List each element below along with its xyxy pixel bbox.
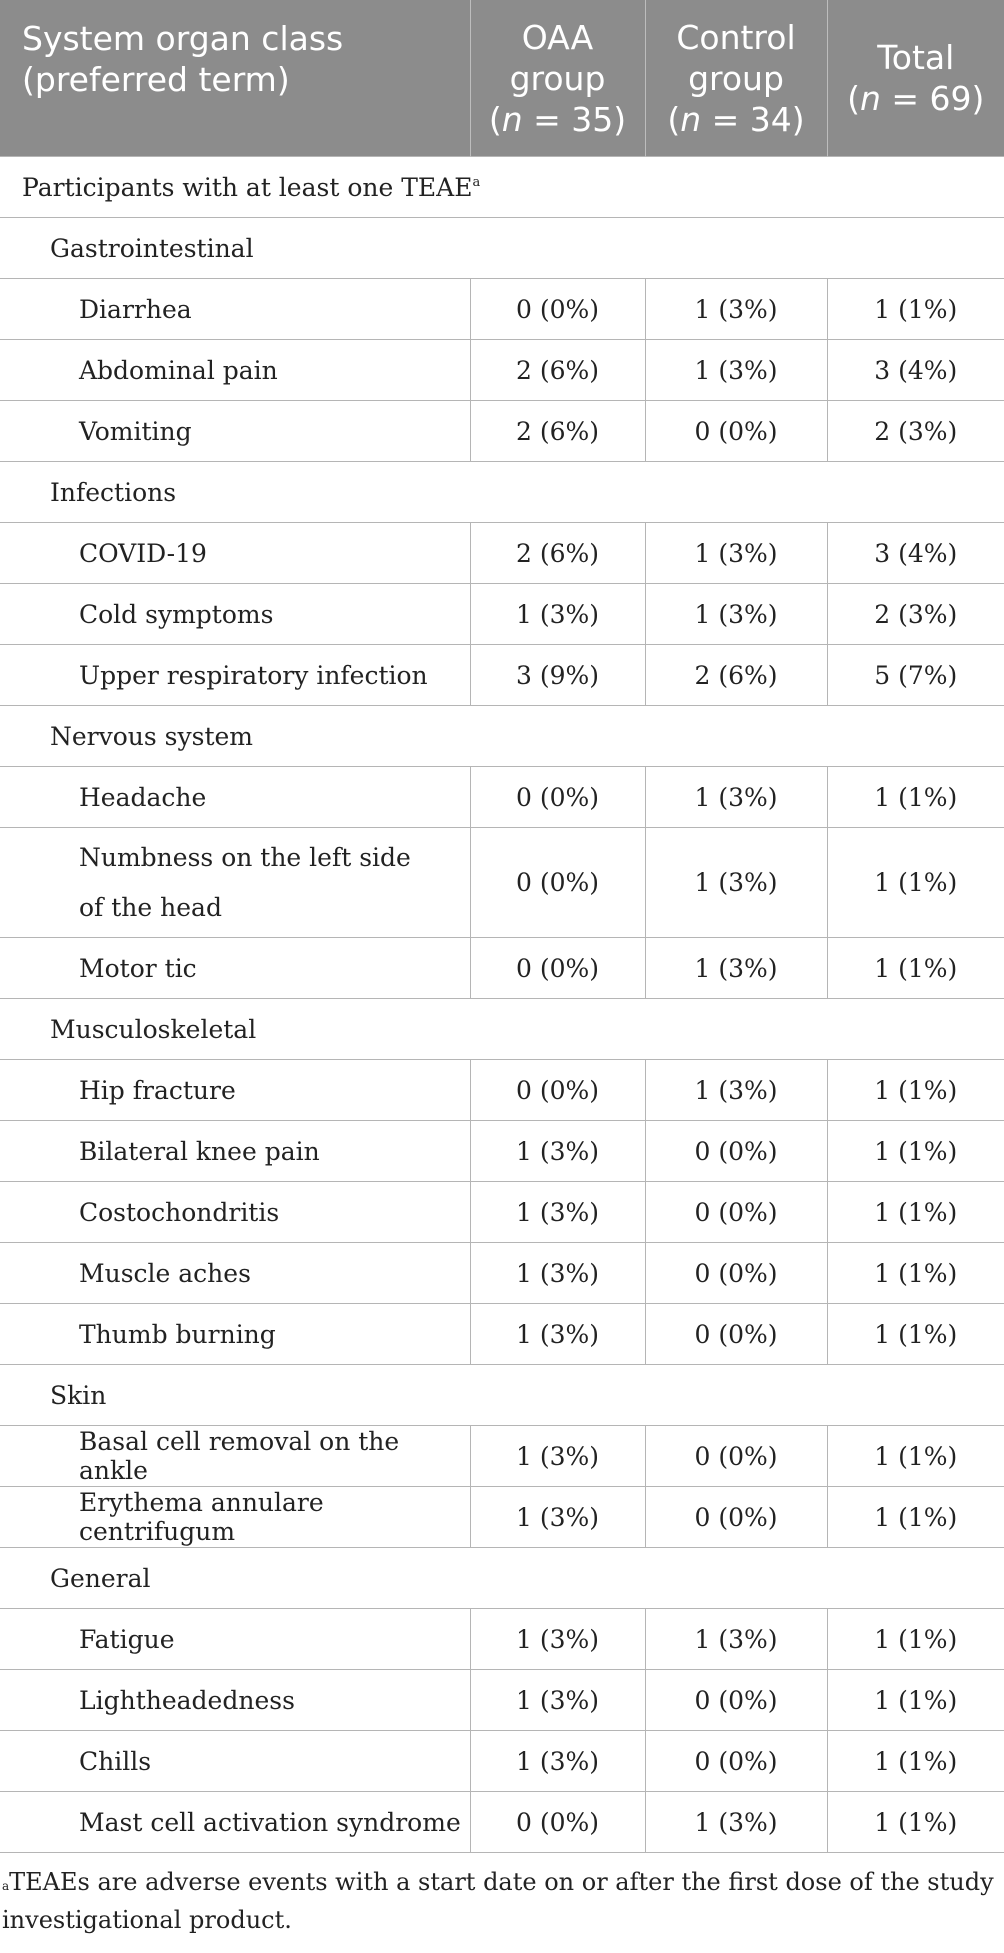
total-cell: 1 (1%) bbox=[827, 1304, 1004, 1365]
table-row bbox=[0, 1243, 1004, 1304]
table-row bbox=[0, 1121, 1004, 1182]
total-cell: 1 (1%) bbox=[827, 1792, 1004, 1853]
preferred-term-cell: Headache bbox=[0, 767, 470, 828]
header-col3-eq: = bbox=[701, 99, 750, 139]
control-group-cell: 0 (0%) bbox=[645, 1426, 827, 1487]
header-col4-n-symbol: n bbox=[859, 79, 881, 118]
header-col1-line1: System organ class bbox=[22, 19, 344, 58]
total-cell: 1 (1%) bbox=[827, 279, 1004, 340]
preferred-term-cell: Fatigue bbox=[0, 1609, 470, 1670]
section-label: Gastrointestinal bbox=[0, 218, 1004, 279]
header-col3-n: 34 bbox=[749, 99, 792, 139]
control-group-cell: 0 (0%) bbox=[645, 1121, 827, 1182]
header-col4-line1: Total bbox=[877, 38, 955, 77]
control-group-cell: 1 (3%) bbox=[645, 1609, 827, 1670]
total-cell: 5 (7%) bbox=[827, 645, 1004, 706]
oaa-group-cell: 0 (0%) bbox=[470, 767, 645, 828]
header-col2-n-symbol: n bbox=[501, 99, 523, 139]
header-col2-line1: OAA bbox=[521, 17, 594, 57]
table-row bbox=[0, 767, 1004, 828]
preferred-term-cell: Motor tic bbox=[0, 938, 470, 999]
table-body bbox=[0, 157, 1004, 1853]
section-row bbox=[0, 999, 1004, 1060]
total-cell: 1 (1%) bbox=[827, 1243, 1004, 1304]
table-row bbox=[0, 584, 1004, 645]
footnote-mark: a bbox=[2, 1879, 10, 1893]
oaa-group-cell: 1 (3%) bbox=[470, 1731, 645, 1792]
oaa-group-cell: 0 (0%) bbox=[470, 1060, 645, 1121]
table-header bbox=[0, 0, 1004, 157]
preferred-term-cell: COVID-19 bbox=[0, 523, 470, 584]
table-row bbox=[0, 1487, 1004, 1548]
table-row bbox=[0, 1426, 1004, 1487]
control-group-cell: 1 (3%) bbox=[645, 1060, 827, 1121]
oaa-group-cell: 1 (3%) bbox=[470, 1609, 645, 1670]
table-row bbox=[0, 1670, 1004, 1731]
oaa-group-cell: 0 (0%) bbox=[470, 279, 645, 340]
preferred-term-cell: Hip fracture bbox=[0, 1060, 470, 1121]
total-cell: 1 (1%) bbox=[827, 828, 1004, 938]
table-row bbox=[0, 1792, 1004, 1853]
total-cell: 1 (1%) bbox=[827, 1731, 1004, 1792]
preferred-term-cell: Costochondritis bbox=[0, 1182, 470, 1243]
table-row bbox=[0, 340, 1004, 401]
oaa-group-cell: 0 (0%) bbox=[470, 828, 645, 938]
oaa-group-cell: 1 (3%) bbox=[470, 584, 645, 645]
preferred-term-cell: Numbness on the left side of the head bbox=[0, 828, 470, 938]
total-cell: 3 (4%) bbox=[827, 340, 1004, 401]
preferred-term-cell: Upper respiratory infection bbox=[0, 645, 470, 706]
control-group-cell: 0 (0%) bbox=[645, 1182, 827, 1243]
header-col4-n: 69 bbox=[929, 79, 972, 118]
header-col2-line2: group bbox=[509, 58, 606, 98]
section-row bbox=[0, 706, 1004, 767]
intro-label-text: Participants with at least one TEAE bbox=[22, 172, 473, 202]
preferred-term-cell: Erythema annulare centrifugum bbox=[0, 1487, 470, 1548]
total-cell: 1 (1%) bbox=[827, 1487, 1004, 1548]
table-row bbox=[0, 401, 1004, 462]
table-row bbox=[0, 828, 1004, 938]
section-row bbox=[0, 1548, 1004, 1609]
intro-row-label bbox=[0, 157, 1004, 218]
preferred-term-cell: Abdominal pain bbox=[0, 340, 470, 401]
header-oaa-group: OAA group (n = 35) bbox=[470, 0, 645, 157]
section-label: Musculoskeletal bbox=[0, 999, 1004, 1060]
oaa-group-cell: 2 (6%) bbox=[470, 340, 645, 401]
section-row bbox=[0, 1365, 1004, 1426]
header-col3-line1: Control bbox=[676, 17, 796, 57]
intro-row bbox=[0, 157, 1004, 218]
control-group-cell: 1 (3%) bbox=[645, 340, 827, 401]
header-col2-eq: = bbox=[522, 99, 572, 139]
preferred-term-cell: Mast cell activation syndrome bbox=[0, 1792, 470, 1853]
oaa-group-cell: 1 (3%) bbox=[470, 1121, 645, 1182]
control-group-cell: 0 (0%) bbox=[645, 1304, 827, 1365]
preferred-term-cell: Lightheadedness bbox=[0, 1670, 470, 1731]
table-row bbox=[0, 645, 1004, 706]
control-group-cell: 1 (3%) bbox=[645, 938, 827, 999]
header-total: Total (n = 69) bbox=[827, 0, 1004, 157]
total-cell: 1 (1%) bbox=[827, 938, 1004, 999]
total-cell: 1 (1%) bbox=[827, 1060, 1004, 1121]
oaa-group-cell: 1 (3%) bbox=[470, 1243, 645, 1304]
table-row bbox=[0, 523, 1004, 584]
oaa-group-cell: 0 (0%) bbox=[470, 1792, 645, 1853]
total-cell: 1 (1%) bbox=[827, 1182, 1004, 1243]
control-group-cell: 0 (0%) bbox=[645, 1243, 827, 1304]
preferred-term-cell: Vomiting bbox=[0, 401, 470, 462]
oaa-group-cell: 1 (3%) bbox=[470, 1670, 645, 1731]
control-group-cell: 1 (3%) bbox=[645, 767, 827, 828]
total-cell: 1 (1%) bbox=[827, 1121, 1004, 1182]
section-label: Infections bbox=[0, 462, 1004, 523]
preferred-term-cell: Cold symptoms bbox=[0, 584, 470, 645]
oaa-group-cell: 1 (3%) bbox=[470, 1304, 645, 1365]
section-row bbox=[0, 462, 1004, 523]
section-label: Skin bbox=[0, 1365, 1004, 1426]
oaa-group-cell: 0 (0%) bbox=[470, 938, 645, 999]
oaa-group-cell: 1 (3%) bbox=[470, 1487, 645, 1548]
section-row bbox=[0, 218, 1004, 279]
header-col1-line2: (preferred term) bbox=[22, 60, 290, 99]
preferred-term-cell: Bilateral knee pain bbox=[0, 1121, 470, 1182]
oaa-group-cell: 2 (6%) bbox=[470, 401, 645, 462]
section-label: General bbox=[0, 1548, 1004, 1609]
control-group-cell: 0 (0%) bbox=[645, 1487, 827, 1548]
intro-footnote-mark: a bbox=[472, 174, 481, 190]
total-cell: 2 (3%) bbox=[827, 584, 1004, 645]
total-cell: 2 (3%) bbox=[827, 401, 1004, 462]
preferred-term-cell: Basal cell removal on the ankle bbox=[0, 1426, 470, 1487]
footnote-text: TEAEs are adverse events with a start date on or after the first dose of the study investigational product. bbox=[2, 1868, 994, 1934]
header-col4-eq: = bbox=[880, 79, 930, 118]
control-group-cell: 1 (3%) bbox=[645, 523, 827, 584]
table-row bbox=[0, 1609, 1004, 1670]
oaa-group-cell: 1 (3%) bbox=[470, 1182, 645, 1243]
total-cell: 1 (1%) bbox=[827, 1426, 1004, 1487]
total-cell: 3 (4%) bbox=[827, 523, 1004, 584]
oaa-group-cell: 2 (6%) bbox=[470, 523, 645, 584]
table-row bbox=[0, 1182, 1004, 1243]
control-group-cell: 0 (0%) bbox=[645, 1731, 827, 1792]
preferred-term-cell: Diarrhea bbox=[0, 279, 470, 340]
table-row bbox=[0, 1060, 1004, 1121]
total-cell: 1 (1%) bbox=[827, 1609, 1004, 1670]
table-row bbox=[0, 279, 1004, 340]
control-group-cell: 2 (6%) bbox=[645, 645, 827, 706]
preferred-term-cell: Chills bbox=[0, 1731, 470, 1792]
table-footnote bbox=[0, 1853, 1004, 1939]
preferred-term-cell: Thumb burning bbox=[0, 1304, 470, 1365]
header-control-group: Control group (n = 34) bbox=[645, 0, 827, 157]
control-group-cell: 0 (0%) bbox=[645, 1670, 827, 1731]
preferred-term-cell: Muscle aches bbox=[0, 1243, 470, 1304]
total-cell: 1 (1%) bbox=[827, 767, 1004, 828]
oaa-group-cell: 3 (9%) bbox=[470, 645, 645, 706]
oaa-group-cell: 1 (3%) bbox=[470, 1426, 645, 1487]
header-col3-line2: group bbox=[688, 58, 784, 98]
header-system-organ-class bbox=[0, 0, 470, 157]
table-row bbox=[0, 1304, 1004, 1365]
control-group-cell: 0 (0%) bbox=[645, 401, 827, 462]
control-group-cell: 1 (3%) bbox=[645, 1792, 827, 1853]
control-group-cell: 1 (3%) bbox=[645, 584, 827, 645]
table-row bbox=[0, 1731, 1004, 1792]
header-col2-n: 35 bbox=[571, 99, 614, 139]
section-label: Nervous system bbox=[0, 706, 1004, 767]
table-row bbox=[0, 938, 1004, 999]
total-cell: 1 (1%) bbox=[827, 1670, 1004, 1731]
control-group-cell: 1 (3%) bbox=[645, 279, 827, 340]
header-col3-n-symbol: n bbox=[680, 99, 702, 139]
control-group-cell: 1 (3%) bbox=[645, 828, 827, 938]
